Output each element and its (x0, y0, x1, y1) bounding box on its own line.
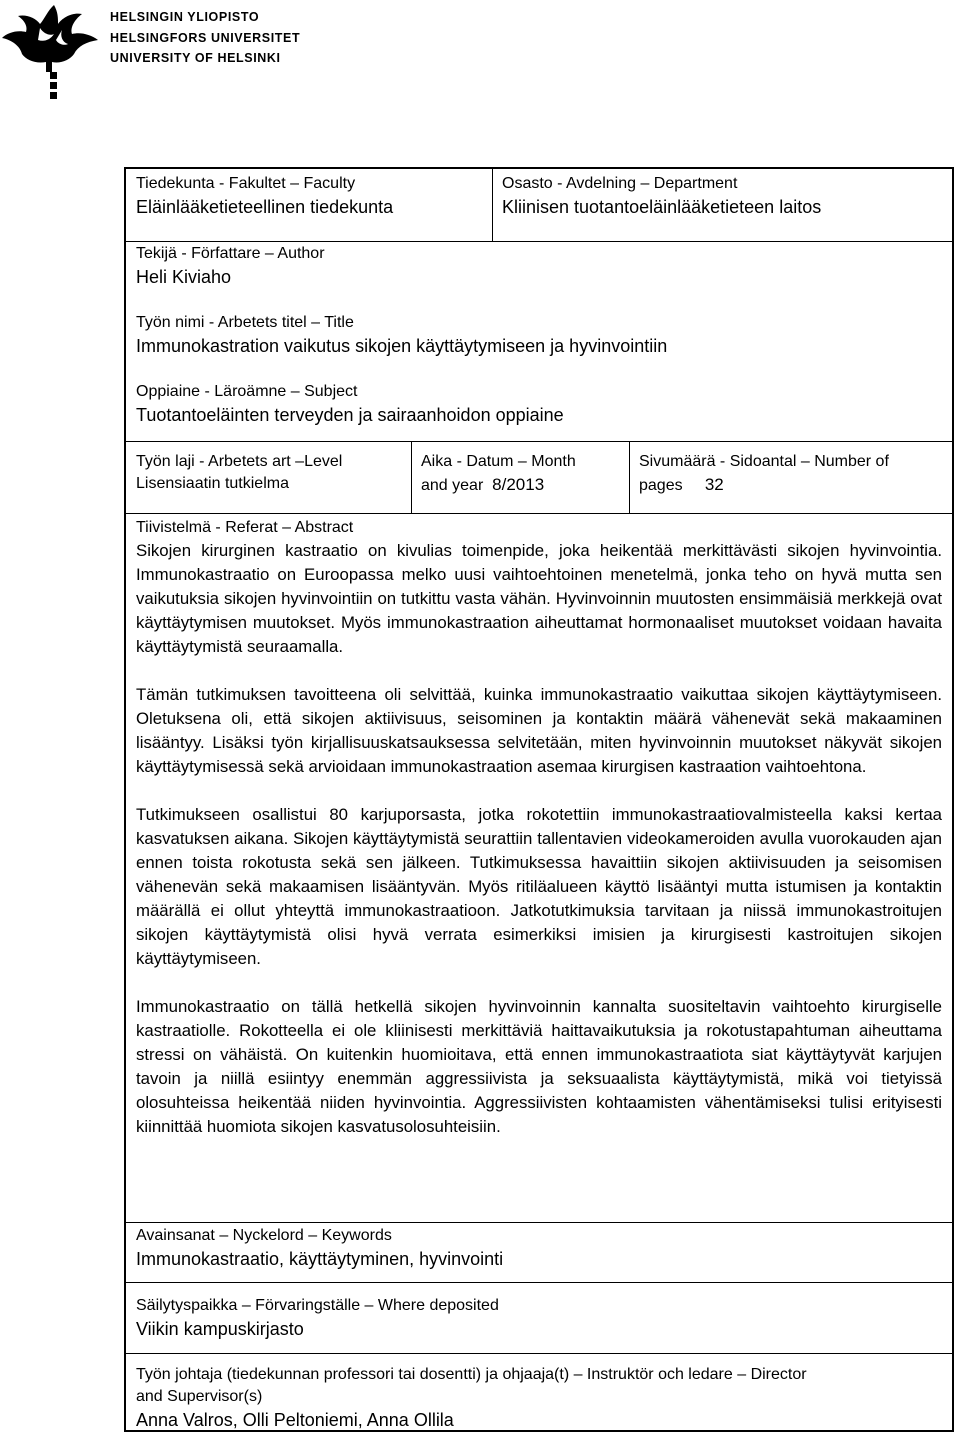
author-value: Heli Kiviaho (136, 267, 232, 287)
level-cell (126, 451, 411, 495)
university-logo (0, 0, 320, 110)
pages-label-cont: pages (639, 477, 683, 494)
abstract-label: Tiivistelmä - Referat – Abstract (136, 519, 354, 536)
university-seal-icon (0, 0, 110, 105)
supervisor-label-cont: and Supervisor(s) (136, 1388, 263, 1405)
subject-value: Tuotantoeläinten terveyden ja sairaanhoidon oppiaine (136, 405, 564, 425)
abstract-label-cell (126, 517, 353, 539)
university-name (110, 7, 300, 69)
divider (126, 513, 952, 514)
level-value: Lisensiaatin tutkielma (136, 475, 289, 492)
author-cell (126, 243, 325, 289)
faculty-label: Tiedekunta - Fakultet – Faculty (136, 175, 356, 192)
keywords-cell (126, 1225, 503, 1271)
supervisor-cell (126, 1364, 807, 1432)
title-value: Immunokastration vaikutus sikojen käyttäytymiseen ja hyvinvointiin (136, 336, 668, 356)
title-cell (126, 312, 667, 358)
faculty-cell (126, 173, 492, 219)
pages-label: Sivumäärä - Sidoantal – Number of (639, 453, 889, 470)
department-value: Kliinisen tuotantoeläinlääketieteen laitos (502, 197, 822, 217)
department-cell (492, 173, 952, 219)
deposited-cell (126, 1295, 499, 1341)
abstract-paragraph: Tutkimukseen osallistui 80 karjuporsasta, jotka rokotettiin immunokastraatiovalmisteella kaksi kertaa kasvatuksen aikana. Sikojen käyttäytymistä seurattiin tallentavien videokameroiden avulla vuorokauden ajan ennen toista rokotusta sekä sen jälkeen. Tutkimuksessa havaittiin sikojen aktiivisuuden ja seisomisen vähenevän sekä makaamisen lisääntyvän. Myös ritiläalueen käyttö lisääntyi mutta istumisen ja kontaktin määrällä ei ollut yhteyttä immunokastraatioon. Jatkotutkimuksia tarvitaan ja niissä immunokastroitujen sikojen käyttäytymistä olisi hyvä verrata esimerkiksi imisien ja kirurgisesti kastroitujen sikojen käyttäytymiseen. (136, 805, 942, 968)
divider (126, 1222, 952, 1223)
date-label: Aika - Datum – Month (421, 453, 576, 470)
date-cell (411, 451, 629, 497)
supervisor-label: Työn johtaja (tiedekunnan professori tai dosentti) ja ohjaaja(t) – Instruktör och ledare – Director (136, 1366, 807, 1383)
divider (126, 1353, 952, 1354)
subject-label: Oppiaine - Läroämne – Subject (136, 383, 358, 400)
abstract-body (136, 539, 942, 1139)
divider (126, 441, 952, 442)
abstract-paragraph: Tämän tutkimuksen tavoitteena oli selvittää, kuinka immunokastraatio vaikuttaa sikojen käyttäytymiseen. Oletuksena oli, että sikojen aktiivisuus, seisominen ja kontaktin määrä vähenevät sekä makaaminen lisääntyy. Lisäksi työn kirjallisuuskatsauksessa selvitetään, miten hyvinvoinnin muutokset näkyvät sikojen käyttäytymisessä sekä arvioidaan immunokastraation asemaa kirurgisen kastraation vaihtoehtona. (136, 685, 942, 776)
keywords-value: Immunokastraatio, käyttäytyminen, hyvinvointi (136, 1249, 504, 1269)
logo-line-sv: HELSINGFORS UNIVERSITET (110, 30, 301, 45)
abstract-form (124, 167, 954, 1432)
faculty-value: Eläinlääketieteellinen tiedekunta (136, 197, 394, 217)
abstract-paragraph: Immunokastraatio on tällä hetkellä sikojen hyvinvoinnin kannalta suositeltavin vaihtoehto kirurgiselle kastraatiolle. Rokotteella ei ole kliinisesti merkittäviä haittavaikutuksia ja rokotustapahtuman aiheuttama stressi on vähäistä. On kuitenkin huomioitava, että ennen immunokastraatiota siat käyttäytyvät karjujen tavoin ja niillä esiintyy enemmän aggressiivista ja seksuaalista käyttäytymistä, mikä voi tietyissä olosuhteissa heikentää niiden hyvinvointia. Aggressiivisten kohtaamisten vähentämiseksi tulisi erityisesti kiinnittää huomiota sikojen kasvatusolosuhteisiin. (136, 997, 942, 1136)
deposited-value: Viikin kampuskirjasto (136, 1319, 304, 1339)
supervisor-value: Anna Valros, Olli Peltoniemi, Anna Ollila (136, 1410, 454, 1430)
pages-cell (629, 451, 949, 497)
department-label: Osasto - Avdelning – Department (502, 175, 738, 192)
pages-value: 32 (704, 475, 724, 494)
title-label: Työn nimi - Arbetets titel – Title (136, 314, 354, 331)
logo-line-fi: HELSINGIN YLIOPISTO (110, 10, 260, 24)
divider (126, 241, 952, 242)
deposited-label: Säilytyspaikka – Förvaringställe – Where deposited (136, 1297, 499, 1314)
level-label: Työn laji - Arbetets art –Level (136, 453, 343, 470)
abstract-paragraph: Sikojen kirurginen kastraatio on kivulias toimenpide, joka heikentää merkittävästi sikojen hyvinvointia. Immunokastraatio on Euroopassa melko uusi vaihtoehtoinen menetelmä, jonka teho on hyvä mutta sen vaikutuksia sikojen hyvinvointiin on tutkittu vasta vähän. Hyvinvoinnin muutosten ensimmäisiä merkkejä ovat käyttäytymisen muutokset. Myös immunokastraation aiheuttamat hormonaaliset muutokset voidaan havaita käyttäytymistä seuraamalla. (136, 541, 942, 656)
subject-cell (126, 381, 564, 427)
divider (126, 1282, 952, 1283)
author-label: Tekijä - Författare – Author (136, 245, 325, 262)
date-value: 8/2013 (492, 475, 545, 494)
keywords-label: Avainsanat – Nyckelord – Keywords (136, 1227, 392, 1244)
logo-line-en: UNIVERSITY OF HELSINKI (110, 51, 281, 65)
date-label-cont: and year (421, 477, 484, 494)
